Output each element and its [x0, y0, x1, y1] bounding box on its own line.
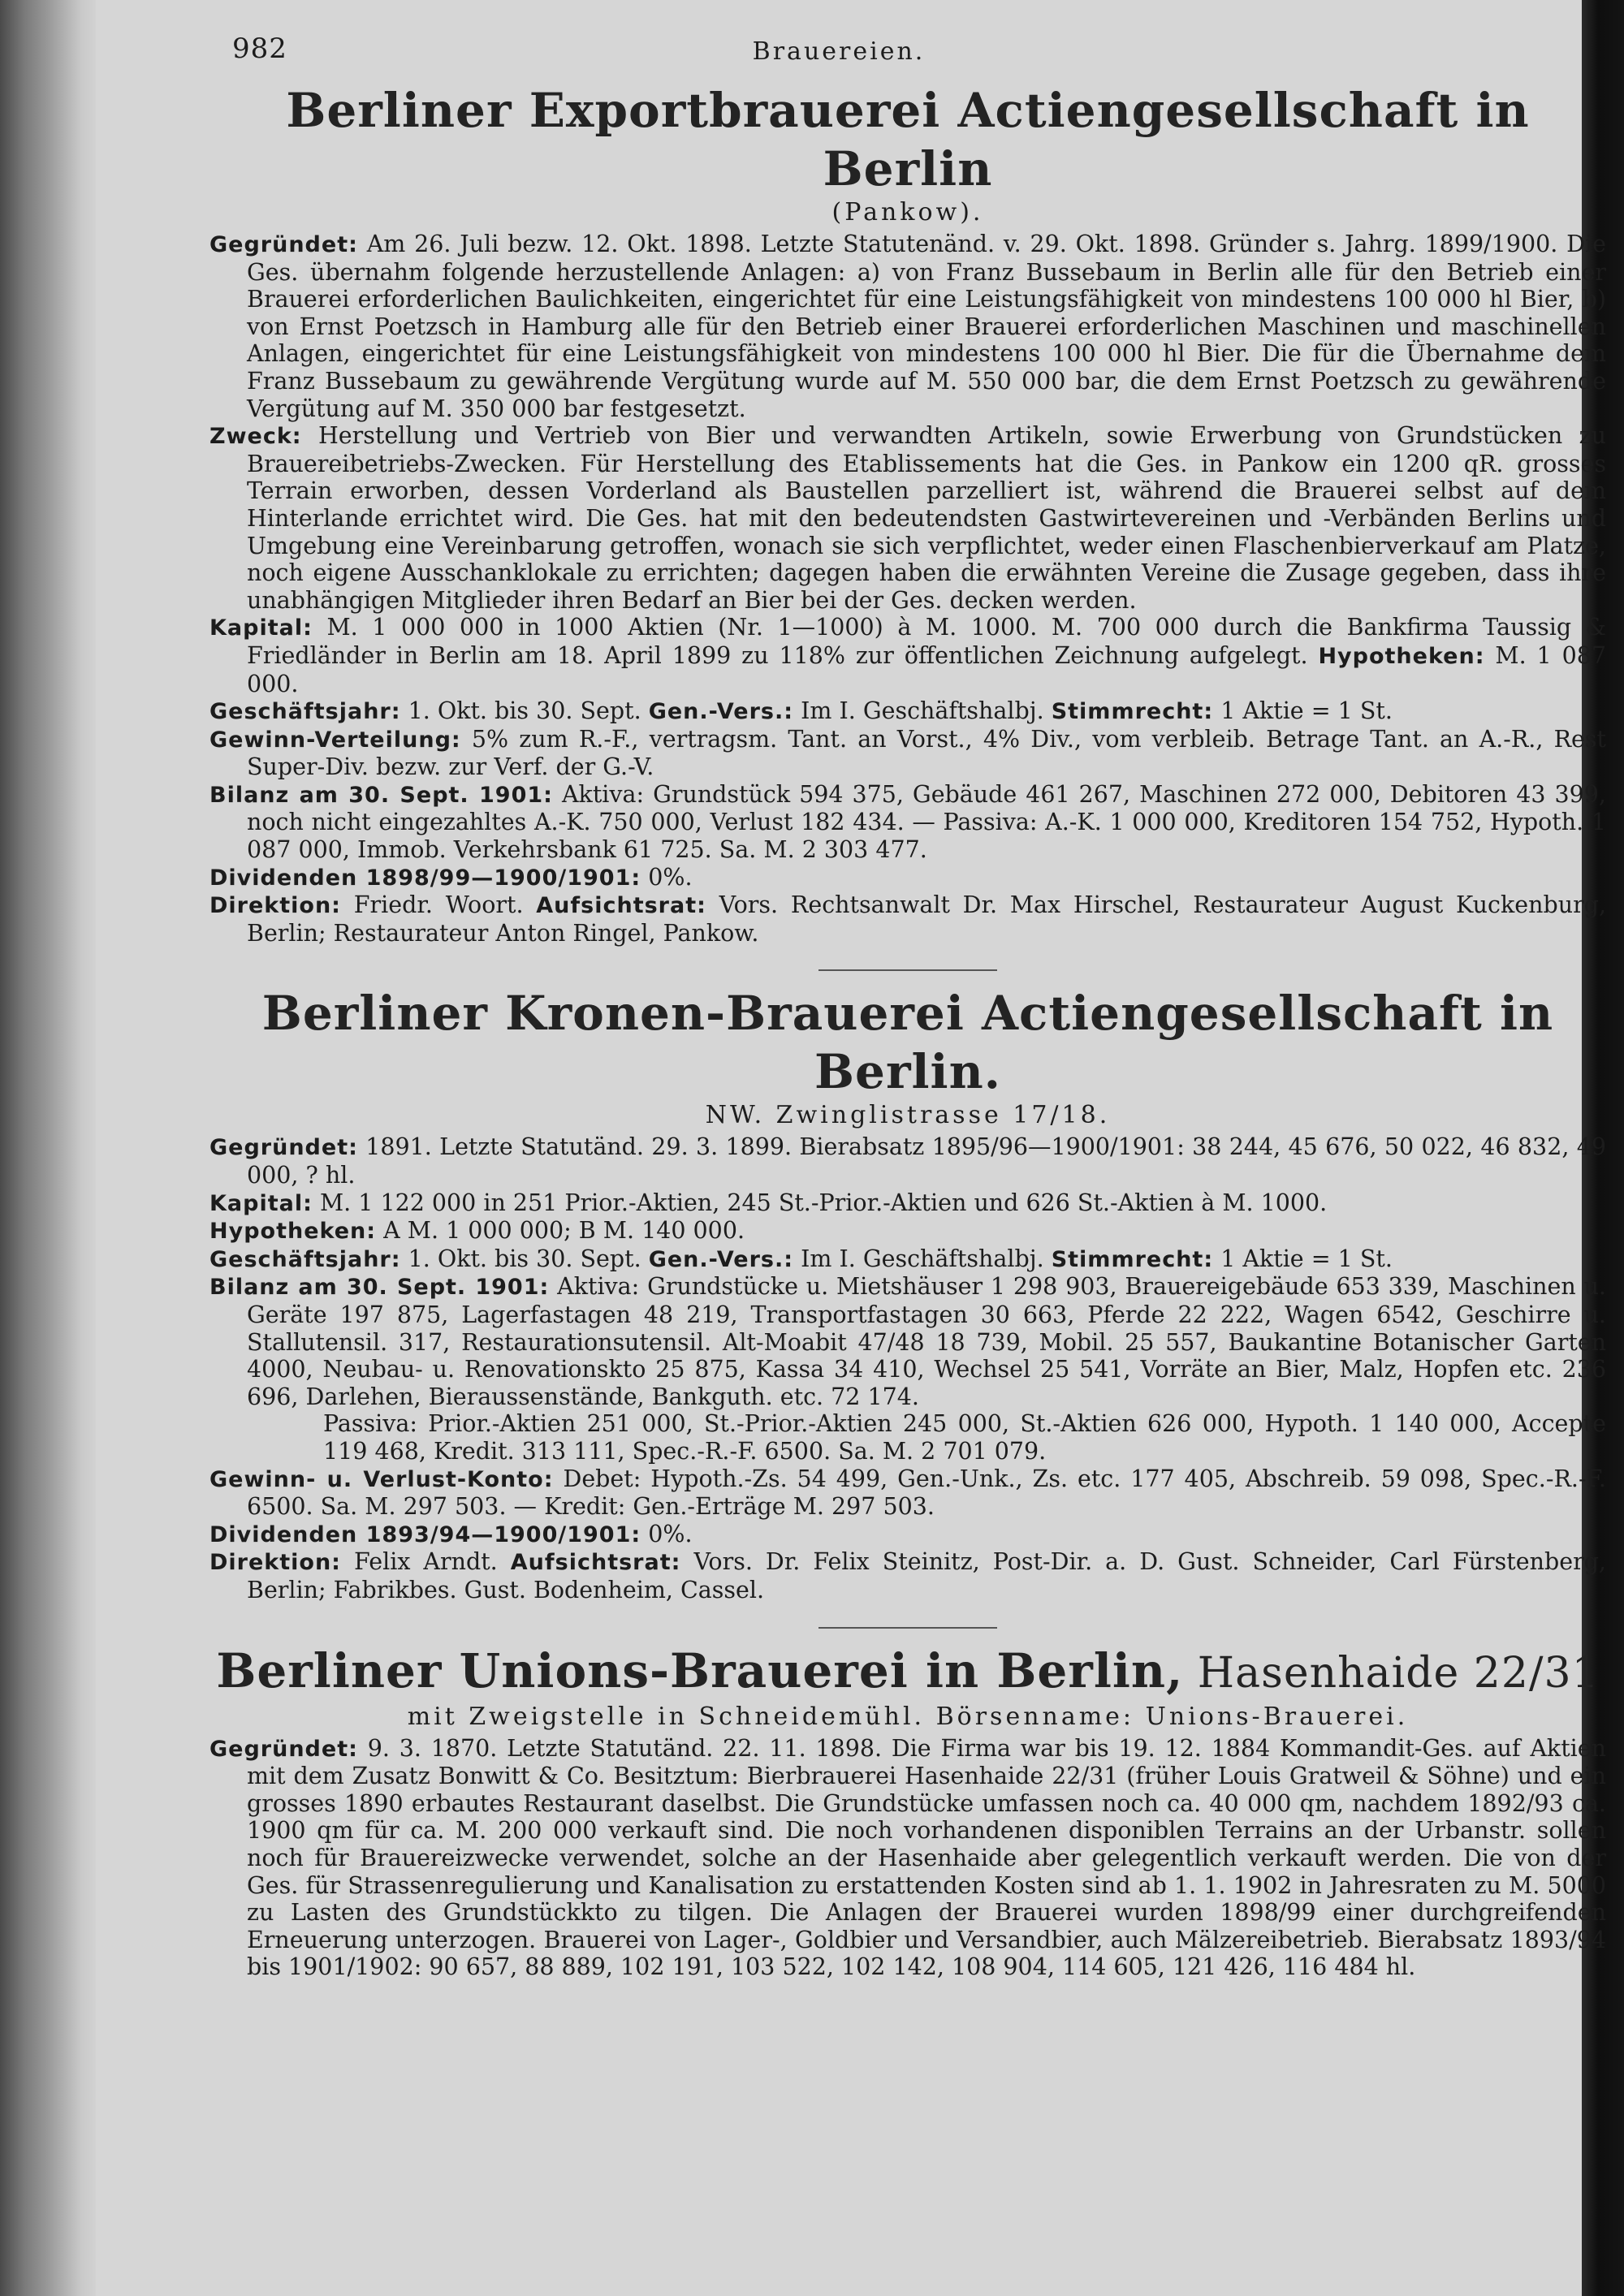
entry-text: Im I. Geschäftshalbj. — [793, 697, 1044, 725]
entry-label: Dividenden 1898/99—1900/1901: — [209, 865, 641, 891]
entry-text: Passiva: Prior.-Aktien 251 000, St.-Prior.-Aktien 245 000, St.-Aktien 626 000, Hypoth. 1 140 000, Accepte 119 468, Kredit. 313 111, Spec.-R.-F. 6500. Sa. M. 2 701 079. — [323, 1410, 1606, 1465]
entry-paragraph — [209, 726, 1606, 781]
entry-paragraph — [209, 422, 1606, 614]
entry-label: Hypotheken: — [209, 1219, 377, 1245]
entry-text: Aktiva: Grundstück 594 375, Gebäude 461 267, Maschinen 272 000, Debitoren 43 399, noch nicht eingezahltes A.-K. 750 000, Verlust 182 434. — Passiva: A.-K. 1 000 000, Kreditoren 154 752, Hypoth. 1 087 000, Immob. Verkehrsbank 61 725. Sa. M. 2 303 477. — [247, 780, 1606, 864]
page-content — [209, 81, 1606, 2004]
entry-label: Hypotheken: — [1318, 643, 1485, 669]
company-section — [209, 1642, 1606, 1981]
entry-text: 1 Aktie = 1 St. — [1213, 697, 1393, 725]
entry-text: M. 1 000 000 in 1000 Aktien (Nr. 1—1000) à M. 1000. M. 700 000 durch die Bankfirma Taussig & Friedländer in Berlin am 18. April 1899 zu 118% zur öffentlichen Zeichnung aufgelegt. — [247, 614, 1606, 669]
entry-text: Felix Arndt. — [340, 1548, 498, 1576]
page-number: 982 — [232, 32, 287, 65]
entry-label: Gewinn-Verteilung: — [209, 727, 461, 753]
entry-paragraph — [209, 1133, 1606, 1189]
entry-text: 5% zum R.-F., vertragsm. Tant. an Vorst., 4% Div., vom verbleib. Betrage Tant. an A.-R., Rest Super-Div. bezw. zur Verf. der G.-V. — [247, 725, 1606, 781]
entry-text: 1. Okt. bis 30. Sept. — [400, 697, 641, 725]
entry-paragraph — [209, 1465, 1606, 1521]
entry-label: Aufsichtsrat: — [536, 893, 706, 919]
entry-text: M. 1 122 000 in 251 Prior.-Aktien, 245 St.-Prior.-Aktien und 626 St.-Aktien à M. 1000. — [312, 1189, 1328, 1216]
page-header — [96, 24, 1582, 65]
entry-paragraph — [209, 1245, 1606, 1274]
entry-label: Zweck: — [209, 424, 302, 450]
entry-text: Im I. Geschäftshalbj. — [793, 1245, 1044, 1272]
entry-label: Geschäftsjahr: — [209, 699, 401, 725]
running-title: Brauereien. — [752, 37, 926, 66]
company-subtitle: (Pankow). — [831, 198, 984, 227]
entry-label: Gegründet: — [209, 1135, 358, 1161]
entry-paragraph — [209, 891, 1606, 947]
company-title — [209, 81, 1606, 198]
company-address: Hasenhaide 22/31 — [1183, 1648, 1600, 1698]
company-title — [209, 984, 1606, 1101]
entry-label: Gegründet: — [209, 232, 358, 257]
entry-text: 1 Aktie = 1 St. — [1213, 1245, 1393, 1272]
entry-text: 0%. — [641, 1520, 693, 1547]
entry-label: Dividenden 1893/94—1900/1901: — [209, 1521, 641, 1547]
entry-paragraph — [209, 781, 1606, 864]
entry-text: Friedr. Woort. — [340, 891, 524, 919]
entry-label: Stimmrecht: — [1051, 699, 1214, 725]
entry-paragraph — [209, 1410, 1606, 1465]
entry-text: Am 26. Juli bezw. 12. Okt. 1898. Letzte Statutenänd. v. 29. Okt. 1898. Gründer s. Jahrg. 1899/1900. Die Ges. übernahm folgende herzustellende Anlagen: a) von Franz Bussebaum in Berlin alle für den Betrieb einer Brauerei erforderlichen Baulichkeiten, eingerichtet für eine Leistungsfähigkeit von mindestens 100 000 hl Bier, b) von Ernst Poetzsch in Hamburg alle für den Betrieb einer Brauerei erforderlichen Maschinen und maschinellen Anlagen, eingerichtet für eine Leistungsfähigkeit von mindestens 100 000 hl Bier. Die für die Übernahme dem Franz Bussebaum zu gewährende Vergütung wurde auf M. 550 000 bar, die dem Ernst Poetzsch zu gewährende Vergütung auf M. 350 000 bar festgesetzt. — [247, 231, 1606, 422]
section-divider — [818, 1627, 997, 1629]
entry-text: Debet: Hypoth.-Zs. 54 499, Gen.-Unk., Zs. etc. 177 405, Abschreib. 59 098, Spec.-R.-F. 6500. Sa. M. 297 503. — Kredit: Gen.-Erträge M. 297 503. — [247, 1465, 1606, 1521]
company-title — [209, 1642, 1606, 1703]
entry-label: Direktion: — [209, 1550, 341, 1576]
entry-paragraph — [209, 1735, 1606, 1981]
entry-paragraph — [209, 231, 1606, 422]
entry-text: Vors. Rechtsanwalt Dr. Max Hirschel, Restaurateur August Kuckenburg, Berlin; Restaurateur Anton Ringel, Pankow. — [247, 891, 1606, 947]
company-name: Berliner Unions-Brauerei in Berlin, — [216, 1642, 1184, 1698]
company-name: Berliner Kronen-Brauerei Actiengesellschaft in Berlin. — [261, 986, 1554, 1100]
entry-label: Kapital: — [209, 615, 313, 641]
entry-paragraph — [209, 1273, 1606, 1410]
company-section — [209, 81, 1606, 947]
entry-text: Aktiva: Grundstücke u. Mietshäuser 1 298 903, Brauereigebäude 653 339, Maschinen u. Geräte 197 875, Lagerfastagen 48 219, Transportfastagen 30 663, Pferde 22 222, Wagen 6542, Geschirre u. Stallutensil. 317, Restaurationsutensil. Alt-Moabit 47/48 18 739, Mobil. 25 557, Baukantine Botanischer Garten 4000, Neubau- u. Renovationskto 25 875, Kassa 34 410, Wechsel 25 541, Vorräte an Bier, Malz, Hopfen etc. 236 696, Darlehen, Bieraussenstände, Bankguth. etc. 72 174. — [247, 1273, 1606, 1410]
entry-paragraph — [209, 1548, 1606, 1603]
company-subtitle: NW. Zwinglistrasse 17/18. — [705, 1101, 1111, 1130]
entry-text: 1. Okt. bis 30. Sept. — [400, 1245, 641, 1272]
entry-paragraph — [209, 1521, 1606, 1549]
entry-paragraph — [209, 1217, 1606, 1245]
entry-paragraph — [209, 697, 1606, 726]
entry-label: Kapital: — [209, 1190, 313, 1216]
entry-label: Gen.-Vers.: — [648, 699, 794, 725]
document-page — [96, 0, 1606, 2296]
entry-label: Aufsichtsrat: — [510, 1550, 681, 1576]
section-divider — [818, 969, 997, 971]
entry-label: Geschäftsjahr: — [209, 1246, 401, 1272]
entry-label: Stimmrecht: — [1051, 1246, 1214, 1272]
entry-paragraph — [209, 1189, 1606, 1218]
entry-label: Gen.-Vers.: — [648, 1246, 794, 1272]
company-section — [209, 984, 1606, 1603]
entry-label: Direktion: — [209, 893, 341, 919]
entry-label: Gewinn- u. Verlust-Konto: — [209, 1466, 554, 1492]
entry-text: Vors. Dr. Felix Steinitz, Post-Dir. a. D. Gust. Schneider, Carl Fürstenberg, Berlin; Fabrikbes. Gust. Bodenheim, Cassel. — [247, 1548, 1606, 1603]
scan-left-edge — [0, 0, 96, 2296]
entry-text: 1891. Letzte Statutänd. 29. 3. 1899. Bierabsatz 1895/96—1900/1901: 38 244, 45 676, 50 022, 46 832, 49 000, ? hl. — [247, 1133, 1606, 1189]
entry-label: Bilanz am 30. Sept. 1901: — [209, 1275, 550, 1301]
entry-text: A M. 1 000 000; B M. 140 000. — [376, 1217, 745, 1245]
entry-paragraph — [209, 864, 1606, 892]
entry-text: 9. 3. 1870. Letzte Statutänd. 22. 11. 1898. Die Firma war bis 19. 12. 1884 Kommandit-Ges. auf Aktien mit dem Zusatz Bonwitt & Co. Besitztum: Bierbrauerei Hasenhaide 22/31 (früher Louis Gratweil & Söhne) und ein grosses 1890 erbautes Restaurant daselbst. Die Grundstücke umfassen noch ca. 40 000 qm, nachdem 1892/93 ca. 1900 qm für ca. M. 200 000 verkauft sind. Die noch vorhandenen disponiblen Terrains an der Urbanstr. sollen noch für Brauereizwecke verwendet, solche an der Hasenhaide aber gelegentlich verkauft werden. Die von der Ges. für Strassenregulierung und Kanalisation zu erstattenden Kosten sind ab 1. 1. 1902 in Jahresraten zu M. 5000 zu Lasten des Grundstückkto zu tilgen. Die Anlagen der Brauerei wurden 1898/99 einer durchgreifenden Erneuerung unterzogen. Brauerei von Lager-, Goldbier und Versandbier, auch Mälzereibetrieb. Bierabsatz 1893/94 bis 1901/1902: 90 657, 88 889, 102 191, 103 522, 102 142, 108 904, 114 605, 121 426, 116 484 hl. — [247, 1734, 1606, 1981]
entry-text: Herstellung und Vertrieb von Bier und verwandten Artikeln, sowie Erwerbung von Grundstücken zu Brauereibetriebs-Zwecken. Für Herstellung des Etablissements hat die Ges. in Pankow ein 1200 qR. grosses Terrain erworben, dessen Vorderland als Baustellen parzelliert ist, während die Brauerei selbst auf dem Hinterlande errichtet wird. Die Ges. hat mit den bedeutendsten Gastwirtevereinen und -Verbänden Berlins und Umgebung eine Vereinbarung getroffen, wonach sie sich verpflichtet, weder einen Flaschenbierverkauf am Platze, noch eigene Ausschanklokale zu errichten; dagegen haben die erwähnten Vereine die Zusage gegeben, dass ihre unabhängigen Mitglieder ihren Bedarf an Bier bei der Ges. decken werden. — [247, 422, 1606, 614]
entry-text: M. 1 087 000. — [247, 641, 1606, 697]
entry-label: Gegründet: — [209, 1736, 358, 1762]
entry-paragraph — [209, 614, 1606, 697]
entry-text: 0%. — [641, 863, 693, 891]
entry-label: Bilanz am 30. Sept. 1901: — [209, 782, 553, 808]
company-name: Berliner Exportbrauerei Actiengesellschaft in Berlin — [286, 83, 1530, 196]
company-subtitle: mit Zweigstelle in Schneidemühl. Börsenname: Unions-Brauerei. — [407, 1702, 1409, 1731]
